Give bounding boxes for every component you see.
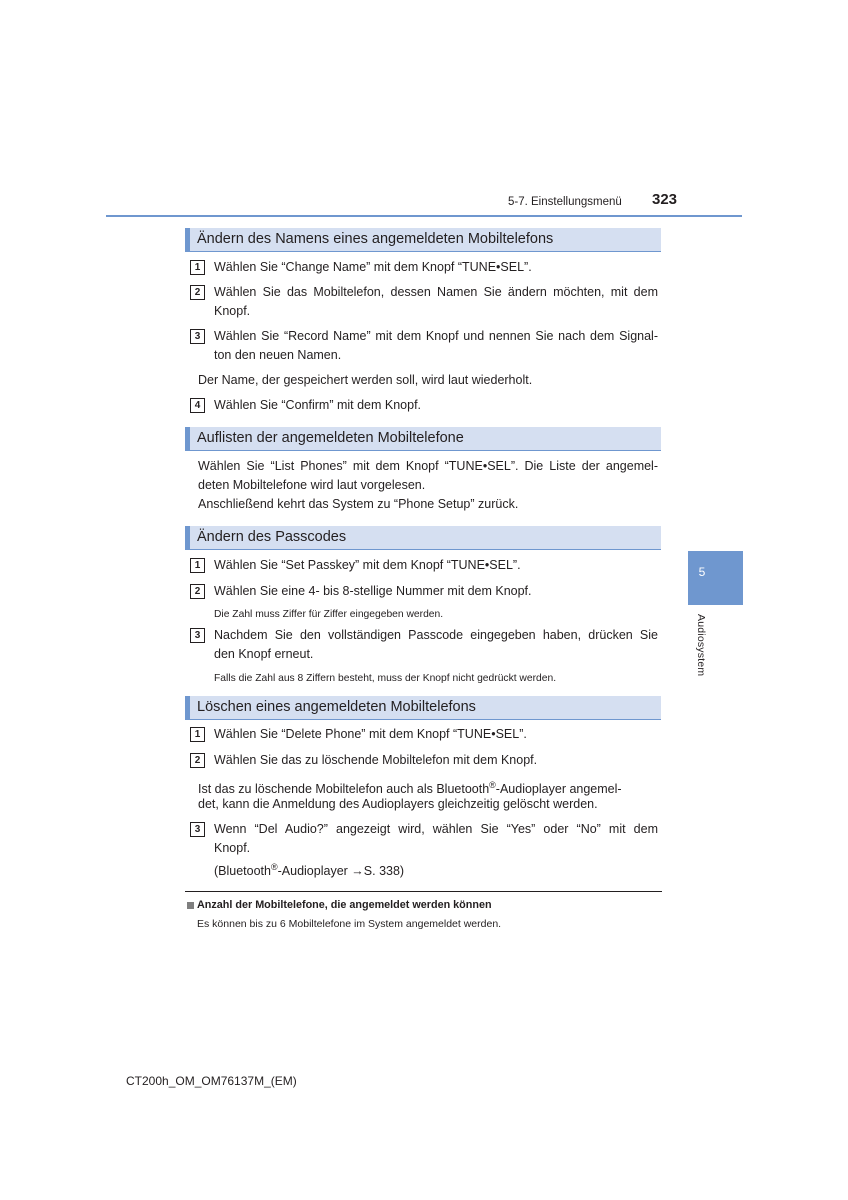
page-reference-link[interactable]: S. 338) <box>363 864 405 879</box>
section-heading-text: Ändern des Passcodes <box>197 529 347 545</box>
reference-text: -Audioplayer <box>277 864 352 879</box>
step-number: 3 <box>190 329 205 344</box>
step-text: ton den neuen Namen. <box>214 348 342 362</box>
step-number: 2 <box>190 753 205 768</box>
paragraph-line: Anschließend kehrt das System zu “Phone Setup” zurück. <box>198 497 519 511</box>
chapter-number: 5 <box>698 565 706 579</box>
step-text: Wählen Sie “Change Name” mit dem Knopf “TUNE•SEL”. <box>214 260 532 274</box>
paragraph-line: det, kann die Anmeldung des Audioplayers gleichzeitig gelöscht werden. <box>198 797 598 811</box>
page-number: 323 <box>652 191 678 208</box>
step-text: Wählen Sie “Delete Phone” mit dem Knopf “TUNE•SEL”. <box>214 727 527 741</box>
section-heading-text: Löschen eines angemeldeten Mobiltelefons <box>197 699 476 715</box>
section-heading-delete <box>185 696 661 720</box>
note-title: Anzahl der Mobiltelefone, die angemeldet werden können <box>197 899 492 911</box>
section-heading-text: Auflisten der angemeldeten Mobiltelefone <box>197 430 464 446</box>
registered-mark: ® <box>270 862 278 872</box>
paragraph-text: -Audioplayer angemel- <box>495 782 622 797</box>
step-small-note: Falls die Zahl aus 8 Ziffern besteht, muss der Knopf nicht gedrückt werden. <box>214 673 557 684</box>
step-text: Wählen Sie das Mobiltelefon, dessen Namen Sie ändern möchten, mit dem <box>214 285 658 299</box>
paragraph-line: deten Mobiltelefone wird laut vorgelesen. <box>198 478 426 492</box>
step-text: Knopf. <box>214 304 251 318</box>
section-heading-list <box>185 427 661 451</box>
arrow-icon: → <box>351 864 364 879</box>
step-text: Wählen Sie “Record Name” mit dem Knopf und nennen Sie nach dem Signal- <box>214 329 658 343</box>
running-header-section: 5-7. Einstellungsmenü <box>508 196 622 208</box>
step-text: Knopf. <box>214 841 251 855</box>
paragraph-line: Wählen Sie “List Phones” mit dem Knopf “TUNE•SEL”. Die Liste der angemel- <box>198 459 658 473</box>
step-number: 1 <box>190 260 205 275</box>
header-rule <box>106 215 742 217</box>
chapter-tab <box>688 551 743 605</box>
cross-reference <box>214 858 404 881</box>
chapter-label: Audiosystem <box>695 614 707 677</box>
step-number: 2 <box>190 584 205 599</box>
step-number: 1 <box>190 558 205 573</box>
step-small-note: Die Zahl muss Ziffer für Ziffer eingegeben werden. <box>214 609 444 620</box>
registered-mark: ® <box>489 780 496 790</box>
note-text: Es können bis zu 6 Mobiltelefone im System angemeldet werden. <box>197 918 502 930</box>
step-number: 2 <box>190 285 205 300</box>
step-number: 3 <box>190 822 205 837</box>
step-number: 3 <box>190 628 205 643</box>
reference-text: (Bluetooth <box>214 864 271 879</box>
note-rule <box>185 891 662 892</box>
note-bullet-icon <box>187 902 194 909</box>
section-heading-passcode <box>185 526 661 550</box>
section-heading-text: Ändern des Namens eines angemeldeten Mobiltelefons <box>197 231 554 247</box>
step-text: Wählen Sie “Set Passkey” mit dem Knopf “TUNE•SEL”. <box>214 558 521 572</box>
step-text: Wählen Sie eine 4- bis 8-stellige Nummer mit dem Knopf. <box>214 584 532 598</box>
note-text-line: Der Name, der gespeichert werden soll, wird laut wiederholt. <box>198 373 533 387</box>
step-text: den Knopf erneut. <box>214 647 314 661</box>
step-text: Wählen Sie “Confirm” mit dem Knopf. <box>214 398 422 412</box>
step-text: Wählen Sie das zu löschende Mobiltelefon mit dem Knopf. <box>214 753 538 767</box>
step-number: 4 <box>190 398 205 413</box>
section-heading-rename <box>185 228 661 252</box>
step-text: Nachdem Sie den vollständigen Passcode eingegeben haben, drücken Sie <box>214 628 658 642</box>
paragraph-text: Ist das zu löschende Mobiltelefon auch als Bluetooth <box>198 782 490 797</box>
step-text: Wenn “Del Audio?” angezeigt wird, wählen Sie “Yes” oder “No” mit dem <box>214 822 658 836</box>
footer-code: CT200h_OM_OM76137M_(EM) <box>126 1074 297 1088</box>
step-number: 1 <box>190 727 205 742</box>
